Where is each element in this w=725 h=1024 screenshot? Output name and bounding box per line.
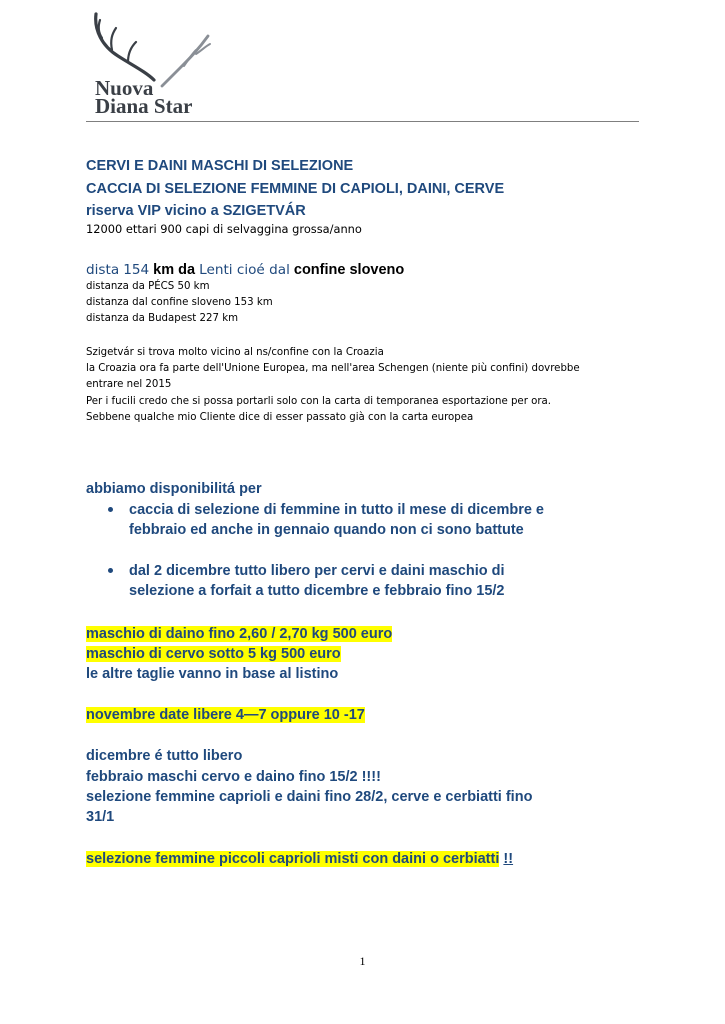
distance-word: dista xyxy=(86,262,120,278)
february-dates: febbraio maschi cervo e daino fino 15/2 !!!! xyxy=(86,769,381,785)
december-dates: dicembre é tutto libero xyxy=(86,748,243,764)
final-note xyxy=(86,849,513,869)
logo-text-line1: Nuova xyxy=(95,76,154,100)
distance-headline xyxy=(86,261,404,279)
bullet-1-line-2: febbraio ed anche in gennaio quando non ci sono battute xyxy=(129,522,524,538)
final-note-highlight: selezione femmine piccoli caprioli misti con daini o cerbiatti xyxy=(86,851,500,867)
logo-text-line2: Diana Star xyxy=(95,94,193,118)
bullet-1-line-1: caccia di selezione di femmine in tutto il mese di dicembre e xyxy=(129,502,544,518)
title-line-1: CERVI E DAINI MASCHI DI SELEZIONE xyxy=(86,158,354,174)
price-other-sizes: le altre taglie vanno in base al listino xyxy=(86,666,339,682)
bullet-2-line-2: selezione a forfait a tutto dicembre e febbraio fino 15/2 xyxy=(129,583,505,599)
november-dates xyxy=(86,705,365,725)
title-line-3: riserva VIP vicino a SZIGETVÁR xyxy=(86,203,306,219)
header-divider xyxy=(86,121,639,122)
note-line-5: Sebbene qualche mio Cliente dice di esser passato già con la carta europea xyxy=(86,412,474,423)
distance-pecs: distanza da PÉCS 50 km xyxy=(86,281,210,292)
price-fallow-deer-text: maschio di daino fino 2,60 / 2,70 kg 500 euro xyxy=(86,626,393,642)
final-note-exclaim: !! xyxy=(503,851,514,867)
distance-border: confine sloveno xyxy=(293,262,405,278)
distance-slovenia: distanza dal confine sloveno 153 km xyxy=(86,297,273,308)
note-line-3: entrare nel 2015 xyxy=(86,379,172,390)
bullet-dot-icon xyxy=(108,568,113,573)
price-red-deer-text: maschio di cervo sotto 5 kg 500 euro xyxy=(86,646,341,662)
distance-budapest: distanza da Budapest 227 km xyxy=(86,313,239,324)
subtitle-hectares: 12000 ettari 900 capi di selvaggina grossa/anno xyxy=(86,222,362,236)
availability-intro: abbiamo disponibilitá per xyxy=(86,481,262,497)
note-line-1: Szigetvár si trova molto vicino al ns/confine con la Croazia xyxy=(86,347,384,358)
distance-unit: km da xyxy=(153,262,196,278)
distance-value: 154 xyxy=(123,262,150,278)
note-line-4: Per i fucili credo che si possa portarli solo con la carta di temporanea esportazione per ora. xyxy=(86,396,552,407)
page-number: 1 xyxy=(359,954,366,968)
bullet-dot-icon xyxy=(108,507,113,512)
november-dates-text: novembre date libere 4—7 oppure 10 -17 xyxy=(86,707,365,723)
title-line-2: CACCIA DI SELEZIONE FEMMINE DI CAPIOLI, DAINI, CERVE xyxy=(86,181,505,197)
females-dates-line-2: 31/1 xyxy=(86,809,115,825)
females-dates-line-1: selezione femmine caprioli e daini fino 28/2, cerve e cerbiatti fino xyxy=(86,789,533,805)
distance-from: Lenti cioé dal xyxy=(199,262,290,278)
bullet-2-line-1: dal 2 dicembre tutto libero per cervi e daini maschio di xyxy=(129,563,505,579)
price-red-deer xyxy=(86,644,341,664)
note-line-2: la Croazia ora fa parte dell'Unione Europea, ma nell'area Schengen (niente più confini) dovrebbe xyxy=(86,363,580,374)
price-fallow-deer xyxy=(86,624,392,644)
